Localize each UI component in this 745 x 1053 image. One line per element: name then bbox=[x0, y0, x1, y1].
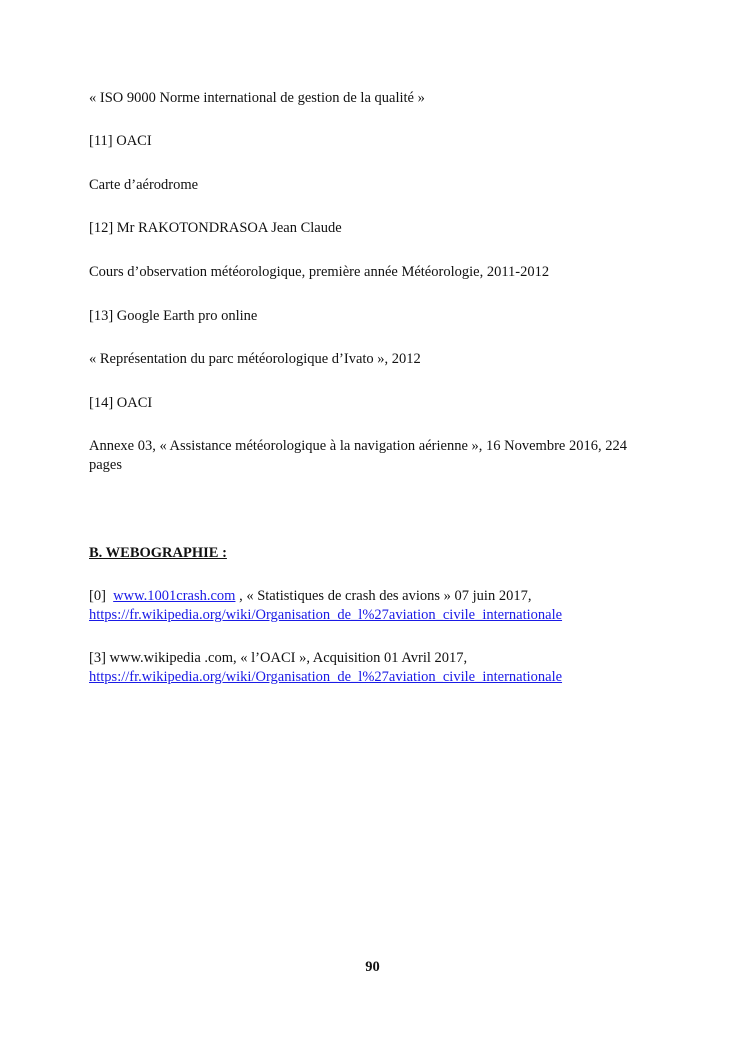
reference-11-detail: Carte d’aérodrome bbox=[89, 177, 199, 193]
entry-0-url-link[interactable]: https://fr.wikipedia.org/wiki/Organisation_de_l%27aviation_civile_internationale bbox=[89, 607, 563, 623]
webographie-heading: B. WEBOGRAPHIE : bbox=[89, 545, 227, 561]
reference-11-label: [11] OACI bbox=[89, 133, 152, 149]
reference-13-detail: « Représentation du parc météorologique d’Ivato », 2012 bbox=[89, 351, 421, 367]
reference-14-label: [14] OACI bbox=[89, 395, 153, 411]
page-number: 90 bbox=[365, 959, 380, 975]
entry-3-url-link[interactable]: https://fr.wikipedia.org/wiki/Organisation_de_l%27aviation_civile_internationale bbox=[89, 669, 563, 685]
webographie-entry-3 bbox=[89, 649, 659, 687]
entry-3-prefix: [3] www.wikipedia .com, « l’OACI », Acquisition 01 Avril 2017, bbox=[89, 650, 468, 666]
reference-14-detail: Annexe 03, « Assistance météorologique à la navigation aérienne », 16 Novembre 2016, 224 pages bbox=[89, 438, 627, 473]
reference-iso-title: « ISO 9000 Norme international de gestion de la qualité » bbox=[89, 90, 425, 106]
entry-0-suffix: , « Statistiques de crash des avions » 07 juin 2017, bbox=[235, 588, 532, 604]
webographie-entry-0 bbox=[89, 587, 659, 625]
reference-12-detail: Cours d’observation météorologique, première année Météorologie, 2011-2012 bbox=[89, 264, 550, 280]
entry-0-prefix: [0] bbox=[89, 588, 114, 604]
reference-13-label: [13] Google Earth pro online bbox=[89, 308, 258, 324]
reference-12-label: [12] Mr RAKOTONDRASOA Jean Claude bbox=[89, 220, 342, 236]
entry-0-site-link[interactable]: www.1001crash.com bbox=[113, 588, 236, 604]
